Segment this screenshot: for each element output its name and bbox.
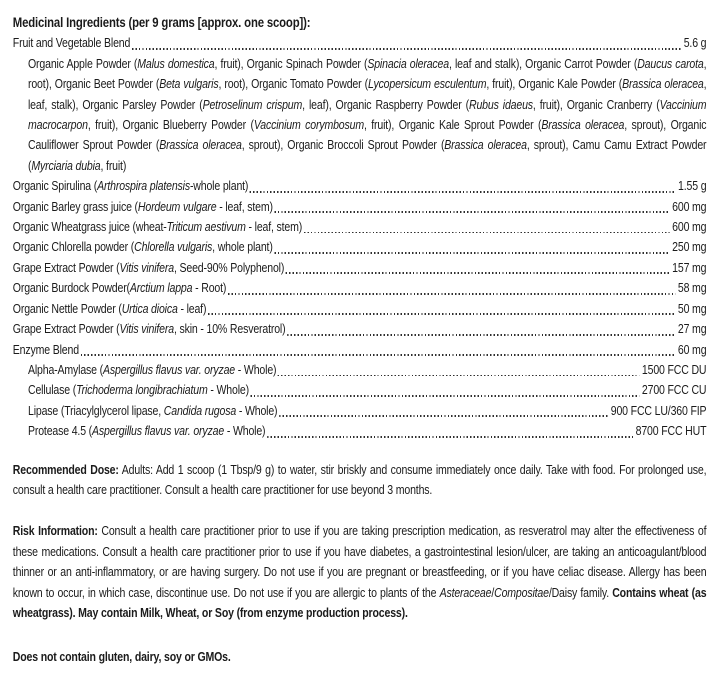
text-run: Lipase (Triacylglycerol lipase, [28,402,164,418]
text-run: - leaf, stem) [245,219,303,235]
latin-name-text: Lycopersicum esculentum [367,76,487,92]
ingredient-label [13,258,284,278]
latin-name-text: Rubus idaeus [469,96,533,112]
text-run: , leaf), Organic Raspberry Powder ( [302,96,470,112]
text-run: , leaf and stalk), Organic Carrot Powder ( [448,55,638,71]
panel-title: Medicinal Ingredients (per 9 grams [approx. one scoop]): [12,15,311,31]
row-protease [28,421,706,441]
ingredient-amount: 600 mg [672,198,707,214]
ingredient-amount: 250 mg [672,239,707,255]
text-run: - leaf, stem) [216,198,273,214]
ingredient-amount: 1.55 g [678,178,707,194]
row-enzyme-blend [13,340,707,360]
text-run: , sprout), Organic Broccoli Sprout Powder ( [241,137,445,153]
text-run: Cellulase ( [28,382,77,398]
text-run: Organic Burdock Powder( [12,280,130,296]
ingredient-amount: 5.6 g [683,35,707,51]
latin-name-text: Aspergillus flavus var. oryzae [92,423,225,439]
row-fruit-vegetable-blend [13,33,707,53]
dot-leader [279,415,608,417]
row-lipase [28,401,706,421]
text-run: , root), Organic Beet Powder ( [28,55,707,92]
text-run: , skin - 10% Resveratrol) [173,321,286,337]
text-run: Organic Nettle Powder ( [12,300,122,316]
ingredient-list [13,33,707,441]
text-run: - Root) [192,280,227,296]
text-run: , Seed-90% Polyphenol) [173,259,285,275]
latin-name-text: Petroselinum crispum [202,96,303,112]
ingredient-amount: 58 mg [677,280,707,296]
latin-name-text: Vaccinium macrocarpon [28,96,707,133]
latin-name-text: Triticum aestivum [166,219,246,235]
latin-name-text: Arthrospira platensis [97,178,190,194]
text-run: - Whole) [235,361,277,377]
bold-text: Risk Information: [12,523,98,539]
row-barley-grass-juice [13,197,707,217]
latin-name-text: Malus domestica [137,55,215,71]
latin-name-text: Brassica oleracea [622,76,704,92]
latin-name-text: Vitis vinifera [119,259,174,275]
dot-leader [274,252,669,254]
latin-name-text: Brassica oleracea [159,137,242,153]
row-grape-seed-extract [13,258,707,278]
latin-name-text: Brassica oleracea [444,137,527,153]
blend-ingredients-paragraph [28,54,706,176]
latin-name-text: Brassica oleracea [541,117,625,133]
text-run: Alpha-Amylase ( [28,361,103,377]
latin-name-text: Vaccinium corymbosum [253,117,364,133]
text-run: Organic Apple Powder ( [28,55,138,71]
latin-name-text: Aspergillus flavus var. oryzae [103,361,236,377]
dot-leader [208,313,676,315]
text-run: , fruit), Organic Blueberry Powder ( [87,117,254,133]
dot-leader [81,354,676,356]
ingredient-label [13,176,248,196]
text-run: Organic Chlorella powder ( [12,239,135,255]
text-run: - Whole) [207,382,249,398]
latin-name-text: Myrciaria dubia [31,157,101,173]
row-alpha-amylase [28,360,706,380]
ingredient-amount: 8700 FCC HUT [635,423,707,439]
text-run: Fruit and Vegetable Blend [12,35,131,51]
text-run: , fruit), Organic Spinach Powder ( [214,55,368,71]
text-run: Organic Wheatgrass juice (wheat- [12,219,167,235]
ingredient-label [13,237,273,257]
latin-name-text: Asteraceae [439,584,492,600]
row-wheatgrass-juice [13,217,707,237]
ingredient-label [13,340,79,360]
latin-name-text: Chlorella vulgaris [134,239,213,255]
text-run: - leaf) [177,300,207,316]
dot-leader [286,272,670,274]
text-run: Organic Spirulina ( [12,178,98,194]
bold-text: Does not contain gluten, dairy, soy or GMOs. [12,649,231,665]
text-run: Grape Extract Powder ( [12,259,120,275]
latin-name-text: Spinacia oleracea [367,55,449,71]
ingredient-label [13,217,302,237]
text-run: Grape Extract Powder ( [12,321,120,337]
bold-text: Recommended Dose: [12,461,119,477]
ingredient-amount: 60 mg [677,341,707,357]
ingredient-label [28,421,265,441]
ingredient-amount: 2700 FCC CU [641,382,707,398]
text-run: - Whole) [224,423,266,439]
text-run: , whole plant) [212,239,273,255]
recommended-dose-paragraph [13,460,707,501]
dot-leader [228,293,676,295]
dot-leader [274,211,669,213]
latin-name-text: Compositae [494,584,549,600]
text-run: , fruit), Organic Kale Powder ( [486,76,623,92]
dot-leader [132,48,682,50]
latin-name-text: Candida rugosa [163,402,237,418]
text-run: - Whole) [236,402,278,418]
dot-leader [267,436,633,438]
row-cellulase [28,380,706,400]
text-run: /Daisy family. [548,584,613,600]
ingredient-amount: 600 mg [672,219,707,235]
text-run: , sprout), Organic Cauliflower Sprout Powder ( [28,117,707,153]
row-nettle [13,299,707,319]
allergen-free-statement [13,647,707,667]
ingredient-label [28,360,276,380]
text-run: , fruit) [100,157,127,173]
text-run: Organic Barley grass juice ( [12,198,138,214]
latin-name-text: Urtica dioica [121,300,178,316]
ingredient-label [13,299,207,319]
bold-text: Contains wheat (as wheatgrass). May contain Milk, Wheat, or Soy (from enzyme production process). [12,584,707,620]
row-chlorella [13,237,707,257]
text-run: Enzyme Blend [12,341,79,357]
ingredient-label [28,401,277,421]
text-run: , leaf, stalk), Organic Parsley Powder ( [28,76,707,112]
ingredient-label [13,278,226,298]
text-run: / [491,584,495,600]
ingredient-amount: 27 mg [677,321,707,337]
row-burdock [13,278,707,298]
row-grape-skin-extract [13,319,707,339]
text-run: Adults: Add 1 scoop (1 Tbsp/9 g) to water, stir briskly and consume immediately once daily. Take with food. For prolonged use, consult a health care practitioner. Consult a health care practitioner for use beyond 3 months. [12,461,707,497]
row-spirulina [13,176,707,196]
dot-leader [278,375,640,377]
ingredient-label [28,380,249,400]
dot-leader [304,232,670,234]
latin-name-text: Beta vulgaris [159,76,219,92]
dot-leader [287,334,675,336]
latin-name-text: Trichoderma longibrachiatum [76,382,208,398]
latin-name-text: Hordeum vulgare [137,198,217,214]
ingredient-amount: 157 mg [672,259,707,275]
text-run: Consult a health care practitioner prior to use if you are taking prescription medication, as resveratrol may alter the effectiveness of these medications. Consult a health care practitioner prior to use if you have diabetes, a gastrointestinal lesion/ulcer, are taking an anticoagulant/blood thinner or an anti-inflammatory, or are having surgery. Do not use if you are pregnant or breastfeeding, or if you have celiac disease. Allergy has been known to occur, in which case, discontinue use. Do not use if you are allergic to plants of the [12,523,707,600]
text-run: -whole plant) [189,178,249,194]
ingredient-label [13,197,273,217]
text-run: , root), Organic Tomato Powder ( [218,76,368,92]
latin-name-text: Arctium lappa [129,280,193,296]
text-run: , fruit), Organic Kale Sprout Powder ( [363,117,542,133]
text-run: , fruit), Organic Cranberry ( [532,96,660,112]
text-run: Protease 4.5 ( [28,423,93,439]
dot-leader [251,395,640,397]
ingredient-label [13,33,130,53]
ingredient-amount: 900 FCC LU/360 FIP [610,402,707,418]
ingredient-amount: 50 mg [677,300,707,316]
ingredient-amount: 1500 FCC DU [641,361,707,377]
ingredient-label [13,319,286,339]
latin-name-text: Vitis vinifera [119,321,174,337]
dot-leader [250,191,676,193]
risk-information-paragraph [13,521,707,623]
latin-name-text: Daucus carota [637,55,704,71]
text-run: , sprout), Camu Camu Extract Powder ( [28,137,707,173]
